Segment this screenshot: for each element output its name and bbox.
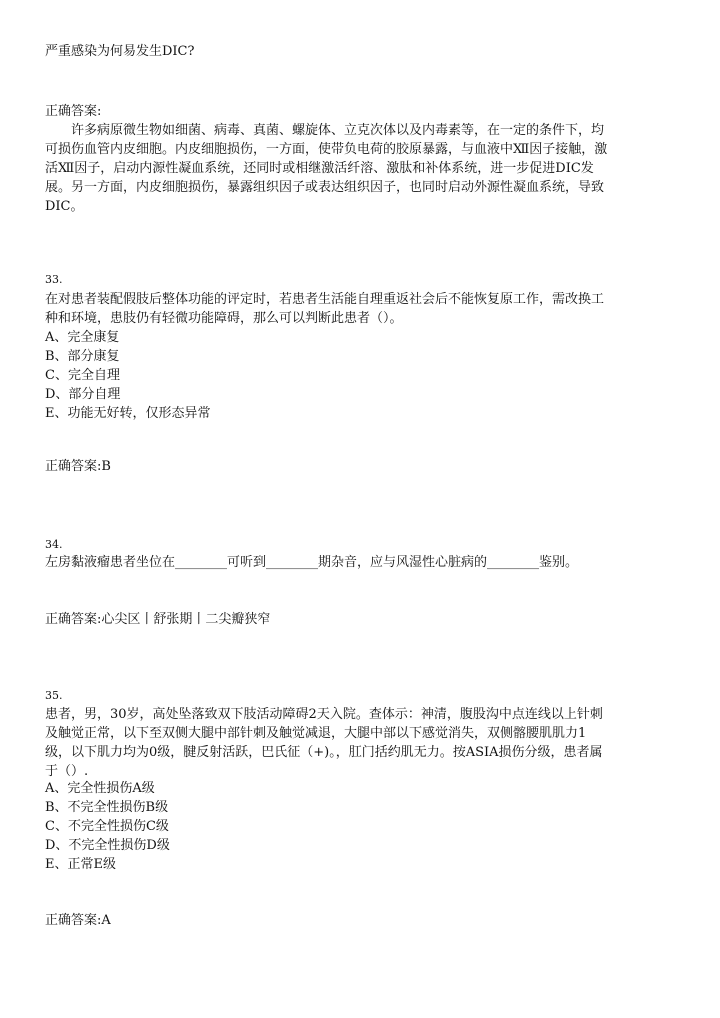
q33-stem	[45, 290, 677, 328]
q33-number: 33.	[45, 273, 63, 286]
q35-option: D、不完全性损伤D级	[45, 838, 170, 853]
q35-stem-line: 于（）.	[45, 764, 89, 779]
q33-options	[45, 328, 677, 423]
q32-question: 严重感染为何易发生DIC?	[45, 44, 195, 59]
q35-stem	[45, 705, 677, 781]
q34-answer: 正确答案:心尖区丨舒张期丨二尖瓣狭窄	[45, 612, 271, 627]
q32-answer-text	[45, 121, 677, 216]
q32-answer-line: 许多病原微生物如细菌、病毒、真菌、螺旋体、立克次体以及内毒素等，在一定的条件下，均	[71, 123, 605, 138]
q35-stem-line: 级，以下肌力均为0级，腱反射活跃，巴氏征（+)。，肛门括约肌无力。按ASIA损伤分级，患者属	[45, 745, 603, 760]
q33-option: B、部分康复	[45, 349, 120, 364]
q33-option: D、部分自理	[45, 387, 121, 402]
q35-option: C、不完全性损伤C级	[45, 819, 169, 834]
q32-answer-line: 活Ⅻ因子，启动内源性凝血系统，还同时或相继激活纤溶、激肽和补体系统，进一步促进DIC发	[45, 161, 594, 176]
q33-option: C、完全自理	[45, 368, 120, 383]
q33-answer: 正确答案:B	[45, 459, 111, 474]
q35-number: 35.	[45, 689, 63, 702]
q35-stem-line: 及触觉正常，以下至双侧大腿中部针刺及触觉减退，大腿中部以下感觉消失，双侧髂腰肌肌力1	[45, 726, 587, 741]
q33-stem-line: 种和环境，患肢仍有轻微功能障碍，那么可以判断此患者（）。	[45, 311, 403, 326]
q35-stem-line: 患者，男，30岁，高处坠落致双下肢活动障碍2天入院。查体示：神清，腹股沟中点连线以上针刺	[45, 707, 603, 722]
q35-option: A、完全性损伤A级	[45, 781, 155, 796]
q32-answer-line: 可损伤血管内皮细胞。内皮细胞损伤，一方面，使带负电荷的胶原暴露，与血液中Ⅻ因子接触，激	[45, 142, 608, 157]
q35-option: E、正常E级	[45, 857, 116, 872]
q35-options	[45, 779, 677, 874]
q35-option: B、不完全性损伤B级	[45, 800, 169, 815]
q32-answer-label: 正确答案:	[45, 104, 102, 119]
q32-answer-line: DIC。	[45, 199, 84, 214]
q33-stem-line: 在对患者装配假肢后整体功能的评定时，若患者生活能自理重返社会后不能恢复原工作，需改换工	[45, 292, 605, 307]
q32-answer-line: 展。另一方面，内皮细胞损伤，暴露组织因子或表达组织因子，也同时启动外源性凝血系统，导致	[45, 180, 605, 195]
q33-option: A、完全康复	[45, 330, 120, 345]
q35-answer: 正确答案:A	[45, 913, 111, 928]
q34-number: 34.	[45, 538, 63, 551]
q34-stem: 左房黏液瘤患者坐位在________可听到________期杂音，应与风湿性心脏病的________鉴别。	[45, 555, 579, 570]
q33-option: E、功能无好转，仅形态异常	[45, 406, 211, 421]
